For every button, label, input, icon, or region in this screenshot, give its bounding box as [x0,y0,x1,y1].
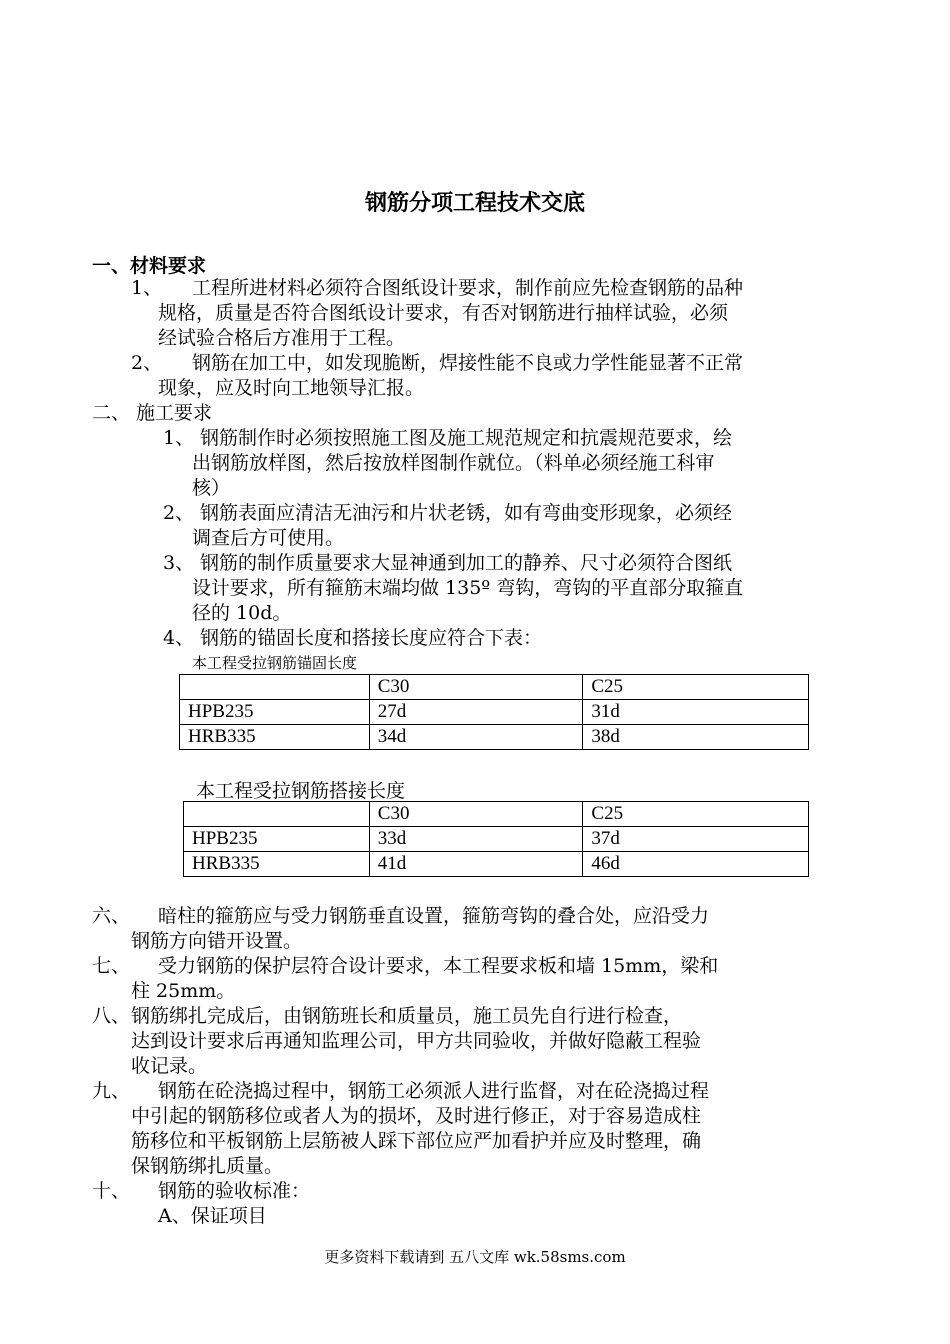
table-cell: 31d [583,700,809,725]
list-item-number: 1、 [163,427,195,449]
anchorage-length-table [179,674,809,750]
section-number: 七、 [92,955,131,977]
table-row [180,700,809,725]
paragraph-line: 钢筋表面应清洁无油污和片状老锈，如有弯曲变形现象，必须经 [200,502,733,524]
table-header-cell: C25 [583,675,809,700]
paragraph-line: 径的 10d。 [192,602,292,624]
paragraph-line: 工程所进材料必须符合图纸设计要求，制作前应先检查钢筋的品种 [192,277,744,299]
list-item-number: 2、 [131,352,163,374]
table-cell: 41d [369,852,583,877]
paragraph-line: 钢筋在加工中，如发现脆断，焊接性能不良或力学性能显著不正常 [192,352,744,374]
table-cell: HRB335 [184,852,370,877]
paragraph-line: 设计要求，所有箍筋末端均做 135º 弯钩，弯钩的平直部分取箍直 [192,577,744,599]
table-cell: 37d [583,827,809,852]
paragraph-line: 钢筋的锚固长度和搭接长度应符合下表： [200,627,543,649]
paragraph-line: 钢筋方向错开设置。 [131,930,303,952]
paragraph-line: 受力钢筋的保护层符合设计要求，本工程要求板和墙 15mm，梁和 [158,955,719,977]
section-heading-construction: 二、 施工要求 [92,402,213,424]
table-cell: 34d [369,725,583,750]
section-number: 九、 [92,1080,131,1102]
paragraph-line: 经试验合格后方准用于工程。 [158,327,406,349]
page-title: 钢筋分项工程技术交底 [364,191,585,216]
table-row [184,852,809,877]
section-number: 六、 [92,905,131,927]
subitem-guarantee: A、保证项目 [158,1205,267,1227]
table-caption-lap: 本工程受拉钢筋搭接长度 [196,780,406,802]
list-item-number: 4、 [163,627,195,649]
list-item-number: 3、 [163,552,195,574]
section-number: 八、 [92,1005,131,1027]
table-cell: 33d [369,827,583,852]
section-number: 十、 [92,1180,131,1202]
table-cell: HPB235 [184,827,370,852]
table-cell: 38d [583,725,809,750]
table-header-cell [180,675,370,700]
table-header-row [180,675,809,700]
footer-link[interactable]: 更多资料下载请到 五八文库 wk.58sms.com [324,1248,626,1266]
table-caption-anchorage: 本工程受拉钢筋锚固长度 [192,654,358,672]
table-row [180,725,809,750]
lap-length-table [183,801,809,877]
table-cell: 27d [369,700,583,725]
paragraph-line: 钢筋的制作质量要求大显神通到加工的静养、尺寸必须符合图纸 [200,552,733,574]
paragraph-line: 筋移位和平板钢筋上层筋被人踩下部位应严加看护并应及时整理，确 [131,1130,702,1152]
section-heading-materials: 一、材料要求 [92,255,207,277]
paragraph-line: 现象，应及时向工地领导汇报。 [158,377,425,399]
paragraph-line: 保钢筋绑扎质量。 [131,1155,284,1177]
paragraph-line: 收记录。 [131,1055,208,1077]
table-cell: HRB335 [180,725,370,750]
paragraph-line: 核） [192,477,231,499]
paragraph-line: 钢筋制作时必须按照施工图及施工规范规定和抗震规范要求，绘 [200,427,733,449]
paragraph-line: 暗柱的箍筋应与受力钢筋垂直设置，箍筋弯钩的叠合处，应沿受力 [158,905,710,927]
table-header-cell [184,802,370,827]
paragraph-line: 柱 25mm。 [131,980,236,1002]
paragraph-line: 钢筋绑扎完成后，由钢筋班长和质量员，施工员先自行进行检查， [131,1005,683,1027]
paragraph-line: 达到设计要求后再通知监理公司，甲方共同验收，并做好隐蔽工程验 [131,1030,702,1052]
list-item-number: 1、 [131,277,163,299]
paragraph-line: 钢筋在砼浇捣过程中，钢筋工必须派人进行监督，对在砼浇捣过程 [158,1080,710,1102]
table-row [184,827,809,852]
paragraph-line: 调查后方可使用。 [192,527,345,549]
table-header-cell: C30 [369,675,583,700]
paragraph-line: 出钢筋放样图，然后按放样图制作就位。（料单必须经施工科审 [192,452,715,474]
paragraph-line: 中引起的钢筋移位或者人为的损坏，及时进行修正，对于容易造成柱 [131,1105,702,1127]
table-header-row [184,802,809,827]
paragraph-line: 规格，质量是否符合图纸设计要求，有否对钢筋进行抽样试验，必须 [158,302,729,324]
table-cell: 46d [583,852,809,877]
paragraph-line: 钢筋的验收标准： [158,1180,311,1202]
list-item-number: 2、 [163,502,195,524]
table-cell: HPB235 [180,700,370,725]
table-header-cell: C30 [369,802,583,827]
table-header-cell: C25 [583,802,809,827]
